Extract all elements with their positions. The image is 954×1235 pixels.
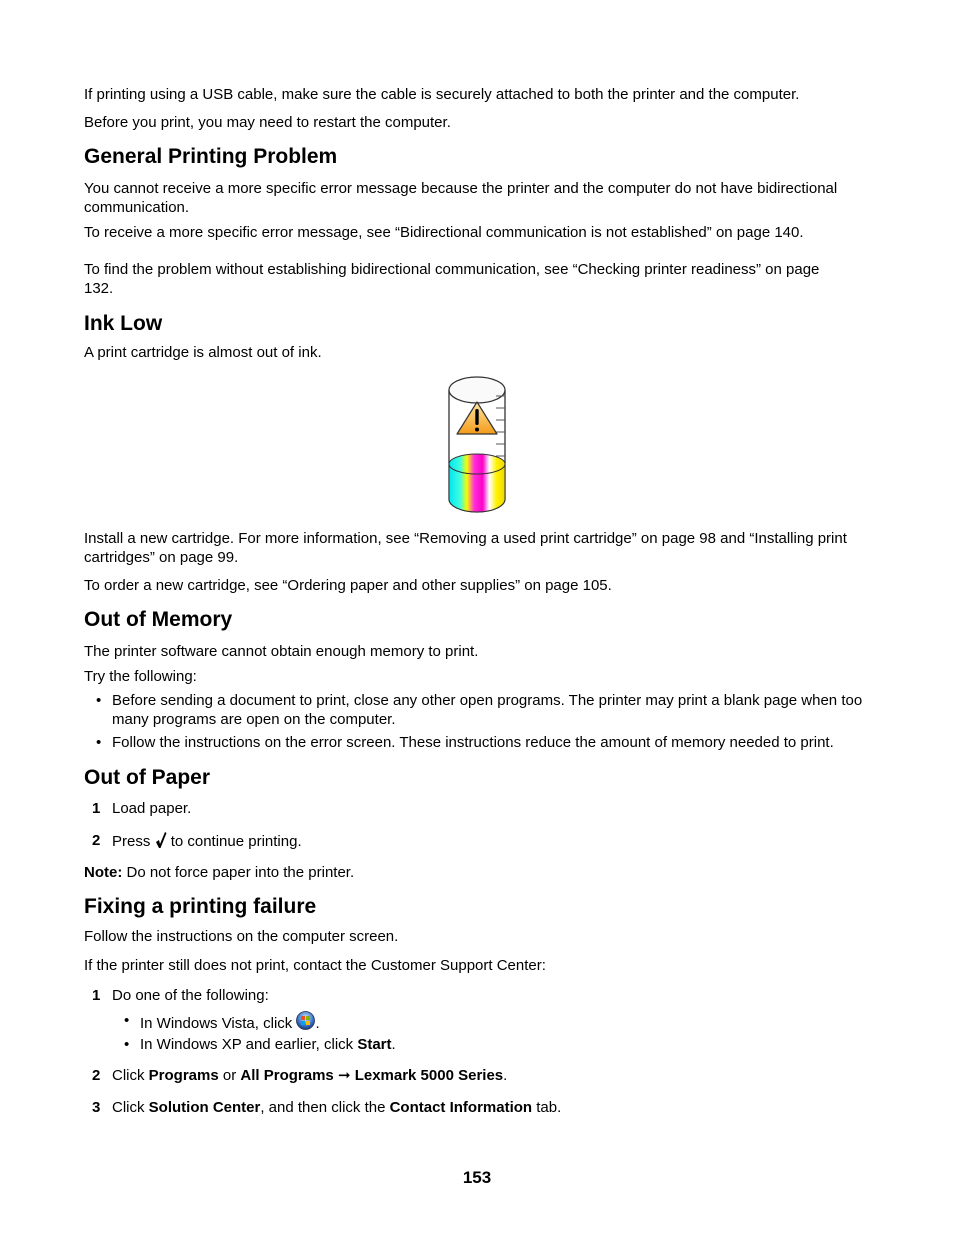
step-text-end: . — [503, 1067, 508, 1084]
heading-out-of-paper: Out of Paper — [84, 766, 211, 789]
list-item-text-end: . — [315, 1015, 320, 1032]
list-item — [124, 1035, 396, 1054]
step-number: 2 — [92, 1067, 101, 1084]
lexmark-series-label: Lexmark 5000 Series — [354, 1067, 504, 1084]
general-paragraph-3: To find the problem without establishing bidirectional communication, see “Checking printer readiness” on page 132. — [84, 261, 820, 297]
heading-out-of-memory: Out of Memory — [84, 608, 233, 631]
inklow-paragraph-1: A print cartridge is almost out of ink. — [84, 344, 322, 361]
list-item — [96, 691, 872, 729]
intro-paragraph-restart: Before you print, you may need to restart the computer. — [84, 114, 451, 131]
heading-ink-low: Ink Low — [84, 312, 163, 335]
solution-center-label: Solution Center — [148, 1099, 261, 1116]
note-label: Note: — [84, 864, 123, 881]
step-text — [112, 1066, 507, 1085]
general-paragraph-2: To receive a more specific error message, see “Bidirectional communication is not established” on page 140. — [84, 224, 804, 241]
bullet-dot: • — [124, 1036, 130, 1053]
start-label: Start — [357, 1036, 392, 1053]
list-item-text: Follow the instructions on the error screen. These instructions reduce the amount of memory needed to print. — [112, 734, 834, 751]
inklow-paragraph-3: To order a new cartridge, see “Ordering paper and other supplies” on page 105. — [84, 577, 612, 594]
failure-paragraph-2: If the printer still does not print, contact the Customer Support Center: — [84, 957, 546, 974]
step-number: 2 — [92, 832, 101, 849]
list-item — [124, 1011, 320, 1033]
step-text-or: or — [222, 1067, 237, 1084]
checkmark-icon — [155, 831, 167, 849]
contact-information-label: Contact Information — [389, 1099, 533, 1116]
paper-note — [84, 863, 354, 882]
list-item-text: In Windows XP and earlier, click — [140, 1036, 354, 1053]
step-text-press: Press — [112, 833, 151, 850]
step-text: Do one of the following: — [112, 987, 269, 1004]
step-text-click: Click — [112, 1067, 145, 1084]
failure-paragraph-1: Follow the instructions on the computer screen. — [84, 928, 399, 945]
ink-level-warning-icon — [446, 374, 508, 517]
memory-paragraph-2: Try the following: — [84, 668, 197, 685]
step-number: 1 — [92, 987, 101, 1004]
step-text-continue: to continue printing. — [170, 833, 302, 850]
inklow-paragraph-2: Install a new cartridge. For more information, see “Removing a used print cartridge” on page 98 and “Installing print cartridges” on page 99. — [84, 530, 847, 566]
windows-start-icon — [296, 1011, 315, 1030]
intro-paragraph-usb: If printing using a USB cable, make sure the cable is securely attached to both the printer and the computer. — [84, 86, 800, 103]
all-programs-label: All Programs — [240, 1067, 334, 1084]
arrow-icon: ➞ — [337, 1067, 351, 1084]
step-number: 3 — [92, 1099, 101, 1116]
bullet-dot: • — [96, 692, 102, 709]
memory-paragraph-1: The printer software cannot obtain enough memory to print. — [84, 643, 479, 660]
step-text: Load paper. — [112, 800, 192, 817]
page-number: 153 — [462, 1168, 492, 1187]
step-number: 1 — [92, 800, 101, 817]
step-text-middle: , and then click the — [260, 1099, 386, 1116]
bullet-dot: • — [124, 1012, 130, 1029]
list-item-text-end: . — [391, 1036, 396, 1053]
general-paragraph-1: You cannot receive a more specific error message because the printer and the computer do not have bidirectional communication. — [84, 180, 838, 216]
heading-general-printing-problem: General Printing Problem — [84, 145, 338, 168]
step-text-end: tab. — [536, 1099, 562, 1116]
bullet-dot: • — [96, 734, 102, 751]
list-item-text: In Windows Vista, click — [140, 1015, 293, 1032]
list-item-text: Before sending a document to print, close any other open programs. The printer may print a blank page when too many programs are open on the computer. — [112, 692, 863, 728]
step-text — [112, 1098, 561, 1117]
step-text-click: Click — [112, 1099, 145, 1116]
programs-label: Programs — [148, 1067, 219, 1084]
step-text — [112, 831, 302, 851]
note-text: Do not force paper into the printer. — [126, 864, 355, 881]
heading-fixing-printing-failure: Fixing a printing failure — [84, 895, 317, 918]
list-item — [96, 733, 882, 752]
